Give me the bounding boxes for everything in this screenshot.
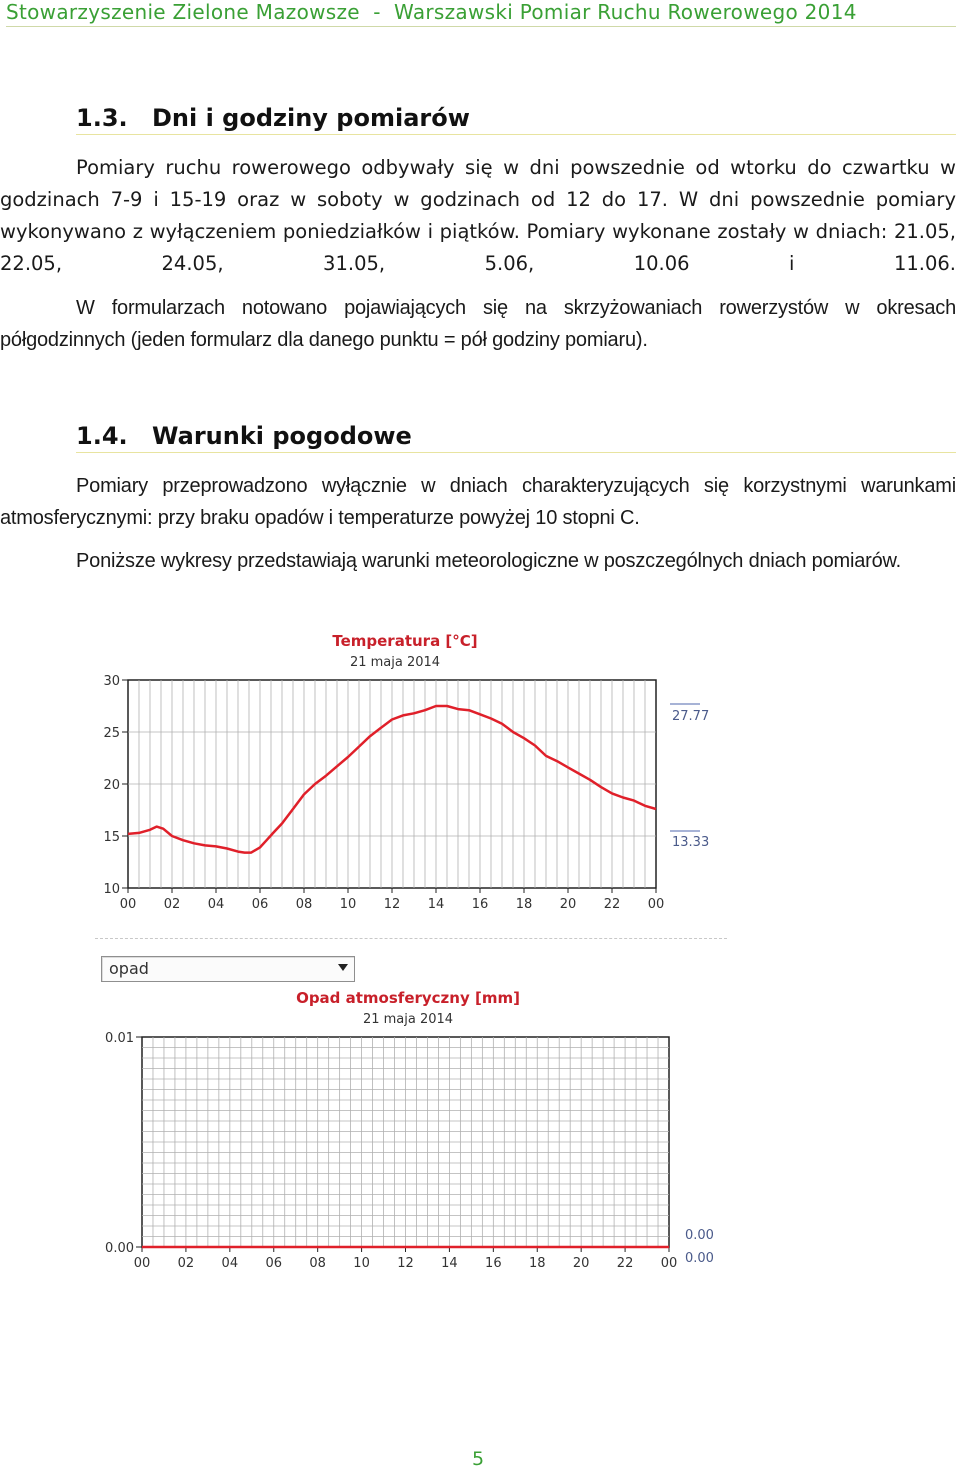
paragraph-forms <box>0 292 956 356</box>
x-tick-label: 20 <box>572 1256 590 1271</box>
x-tick-label: 12 <box>383 897 401 912</box>
x-tick-label: 10 <box>353 1256 370 1271</box>
x-tick-label: 16 <box>471 897 489 912</box>
section-number: 1.4. <box>76 422 128 450</box>
x-tick-label: 06 <box>251 897 269 912</box>
x-tick-label: 06 <box>265 1256 283 1271</box>
section-number: 1.3. <box>76 104 128 132</box>
chart-subtitle: 21 maja 2014 <box>362 1012 454 1027</box>
x-tick-label: 00 <box>119 897 137 912</box>
paragraph-weather-conditions <box>0 470 956 534</box>
chart-title: Temperatura [°C] <box>332 632 478 650</box>
header-text: Stowarzyszenie Zielone Mazowsze - Warszawski Pomiar Ruchu Rowerowego 2014 <box>6 0 857 24</box>
y-tick-label: 10 <box>103 882 120 897</box>
paragraph-text: W formularzach notowano pojawiających się na skrzyżowaniach rowerzystów w okresach półgodzinnych (jeden formularz dla danego punktu = pół godziny pomiaru). <box>0 297 956 351</box>
x-tick-label: 00 <box>660 1256 678 1271</box>
paragraph-text: Poniższe wykresy przedstawiają warunki meteorologiczne w poszczególnych dniach pomiarów. <box>76 550 902 572</box>
x-tick-label: 22 <box>616 1256 634 1271</box>
y-tick-label: 20 <box>103 778 120 793</box>
chevron-down-icon <box>338 964 348 971</box>
page-number: 5 <box>471 1448 485 1470</box>
max-value-label: 0.00 <box>685 1228 714 1243</box>
x-tick-label: 16 <box>485 1256 502 1271</box>
x-tick-label: 18 <box>515 897 533 912</box>
x-tick-label: 02 <box>177 1256 195 1271</box>
max-value-label: 27.77 <box>672 709 710 724</box>
plot-area <box>103 674 664 912</box>
x-tick-label: 02 <box>163 897 181 912</box>
x-tick-label: 04 <box>207 897 225 912</box>
section-heading-1-3 <box>76 104 956 135</box>
x-tick-label: 18 <box>528 1256 546 1271</box>
document-header <box>6 0 956 27</box>
x-tick-label: 08 <box>295 897 313 912</box>
plot-area <box>105 1031 677 1271</box>
y-tick-label: 25 <box>103 726 120 741</box>
chart-title: Opad atmosferyczny [mm] <box>296 989 520 1007</box>
section-title: Warunki pogodowe <box>152 422 412 450</box>
x-tick-label: 04 <box>221 1256 239 1271</box>
temperature-chart <box>85 625 725 925</box>
section-heading-1-4 <box>76 422 956 453</box>
x-tick-label: 00 <box>133 1256 151 1271</box>
x-tick-label: 14 <box>427 897 445 912</box>
x-tick-label: 12 <box>397 1256 414 1271</box>
x-tick-label: 08 <box>309 1256 326 1271</box>
min-value-label: 13.33 <box>672 835 710 850</box>
y-tick-label: 0.00 <box>105 1241 134 1256</box>
paragraph-measurement-days <box>0 152 956 280</box>
y-tick-label: 30 <box>103 674 120 689</box>
x-tick-label: 14 <box>441 1256 458 1271</box>
section-title: Dni i godziny pomiarów <box>152 104 470 132</box>
paragraph-text: Pomiary ruchu rowerowego odbywały się w dni powszednie od wtorku do czwartku w godzinach 7-9 i 15-19 oraz w soboty w godzinach od 12 do 17. W dni powszednie pomiary wykonywano z wyłączeniem poniedziałków i piątków. Pomiary wykonane zostały w dniach: 21.05, 22.05, 24.05, 31.05, 5.06, 10.06 i 11.06. <box>0 156 956 275</box>
y-tick-label: 15 <box>103 830 120 845</box>
x-tick-label: 22 <box>603 897 621 912</box>
chart-type-select[interactable] <box>101 956 355 982</box>
paragraph-text: Pomiary przeprowadzono wyłącznie w dniach charakteryzujących się korzystnymi warunkami atmosferycznymi: przy braku opadów i temperaturze powyżej 10 stopni C. <box>0 475 956 529</box>
chart-subtitle: 21 maja 2014 <box>349 655 441 670</box>
paragraph-charts-intro <box>0 545 956 577</box>
x-tick-label: 00 <box>647 897 665 912</box>
chart-separator <box>95 938 727 939</box>
select-value: opad <box>109 959 149 978</box>
y-tick-label: 0.01 <box>105 1031 134 1046</box>
precipitation-chart <box>95 985 735 1280</box>
x-tick-label: 20 <box>559 897 577 912</box>
min-value-label: 0.00 <box>685 1251 714 1266</box>
x-tick-label: 10 <box>339 897 357 912</box>
